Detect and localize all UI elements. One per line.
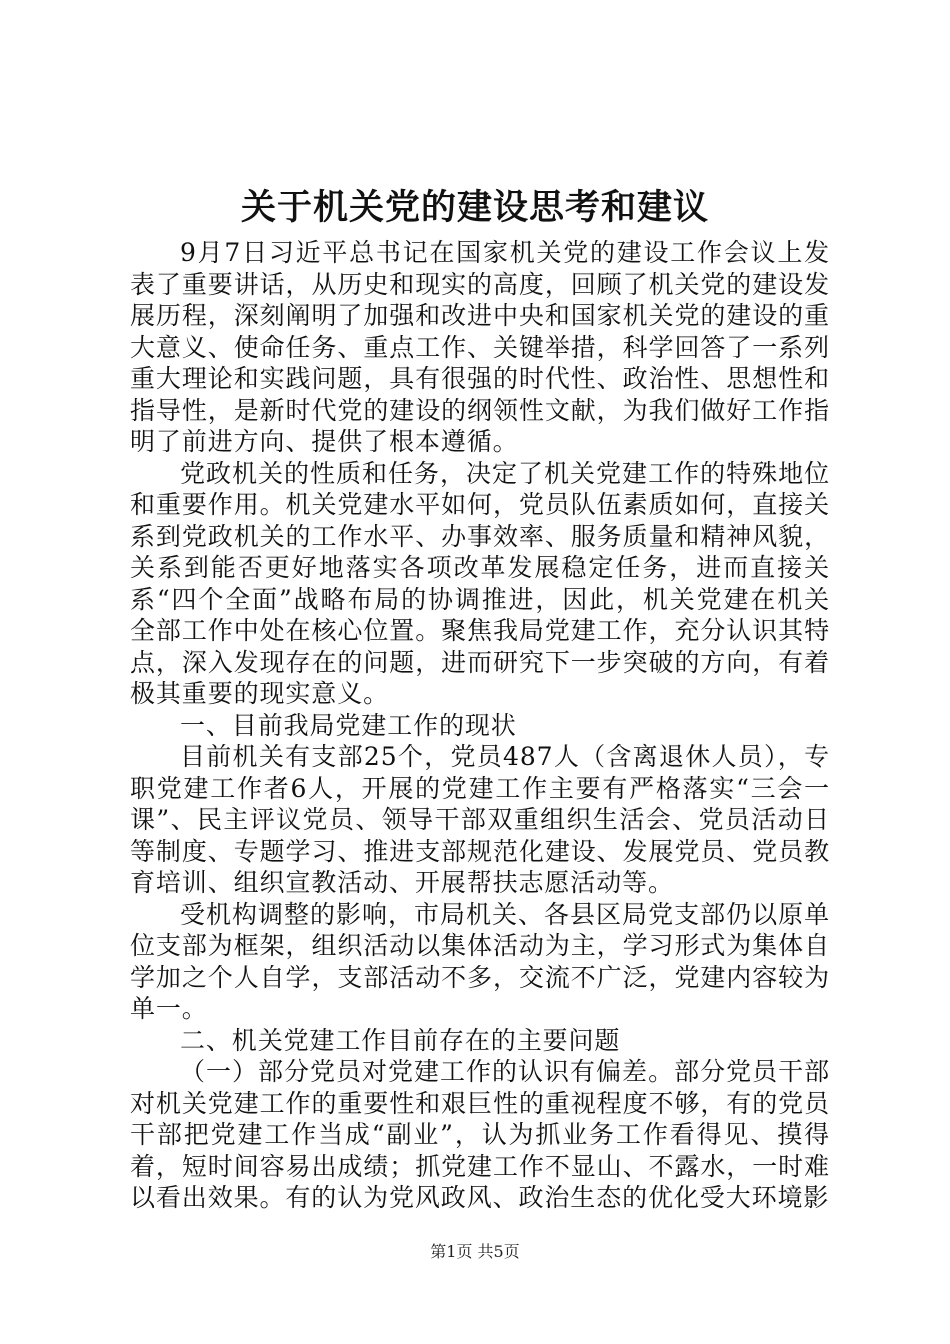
restructuring-paragraph: 受机构调整的影响，市局机关、各县区局党支部仍以原单位支部为框架，组织活动以集体活动为主，学习形式为集体自学加之个人自学，支部活动不多，交流不广泛，党建内容较为单一。 [130,899,830,1023]
intro-paragraph: 9月7日习近平总书记在国家机关党的建设工作会议上发表了重要讲话，从历史和现实的高度，回顾了机关党的建设发展历程，深刻阐明了加强和改进中央和国家机关党的建设的重大意义、使命任务、重点工作、关键举措，科学回答了一系列重大理论和实践问题，具有很强的时代性、政治性、思想性和指导性，是新时代党的建设的纲领性文献，为我们做好工作指明了前进方向、提供了根本遵循。 [130,238,830,456]
page-number-footer: 第1页 共5页 [430,1242,520,1261]
document-body [130,237,830,1214]
problem-one-paragraph: （一）部分党员对党建工作的认识有偏差。部分党员干部对机关党建工作的重要性和艰巨性的重视程度不够，有的党员干部把党建工作当成“副业”，认为抓业务工作看得见、摸得着，短时间容易出成绩；抓党建工作不显山、不露水，一时难以看出效果。有的认为党风政风、政治生态的优化受大环境影 [130,1057,830,1212]
document-title: 关于机关党的建设思考和建议 [240,187,709,228]
section-heading-problems: 二、机关党建工作目前存在的主要问题 [180,1025,621,1055]
context-paragraph: 党政机关的性质和任务，决定了机关党建工作的特殊地位和重要作用。机关党建水平如何，党员队伍素质如何，直接关系到党政机关的工作水平、办事效率、服务质量和精神风貌，关系到能否更好地落实各项改革发展稳定任务，进而直接关系“四个全面”战略布局的协调推进，因此，机关党建在机关全部工作中处在核心位置。聚焦我局党建工作，充分认识其特点，深入发现存在的问题，进而研究下一步突破的方向，有着极其重要的现实意义。 [130,458,830,708]
status-paragraph: 目前机关有支部25个，党员487人（含离退休人员），专职党建工作者6人，开展的党建工作主要有严格落实“三会一课”、民主评议党员、领导干部双重组织生活会、党员活动日等制度、专题学习、推进支部规范化建设、发展党员、党员教育培训、组织宣教活动、开展帮扶志愿活动等。 [130,742,830,897]
section-heading-current-status: 一、目前我局党建工作的现状 [180,710,517,740]
